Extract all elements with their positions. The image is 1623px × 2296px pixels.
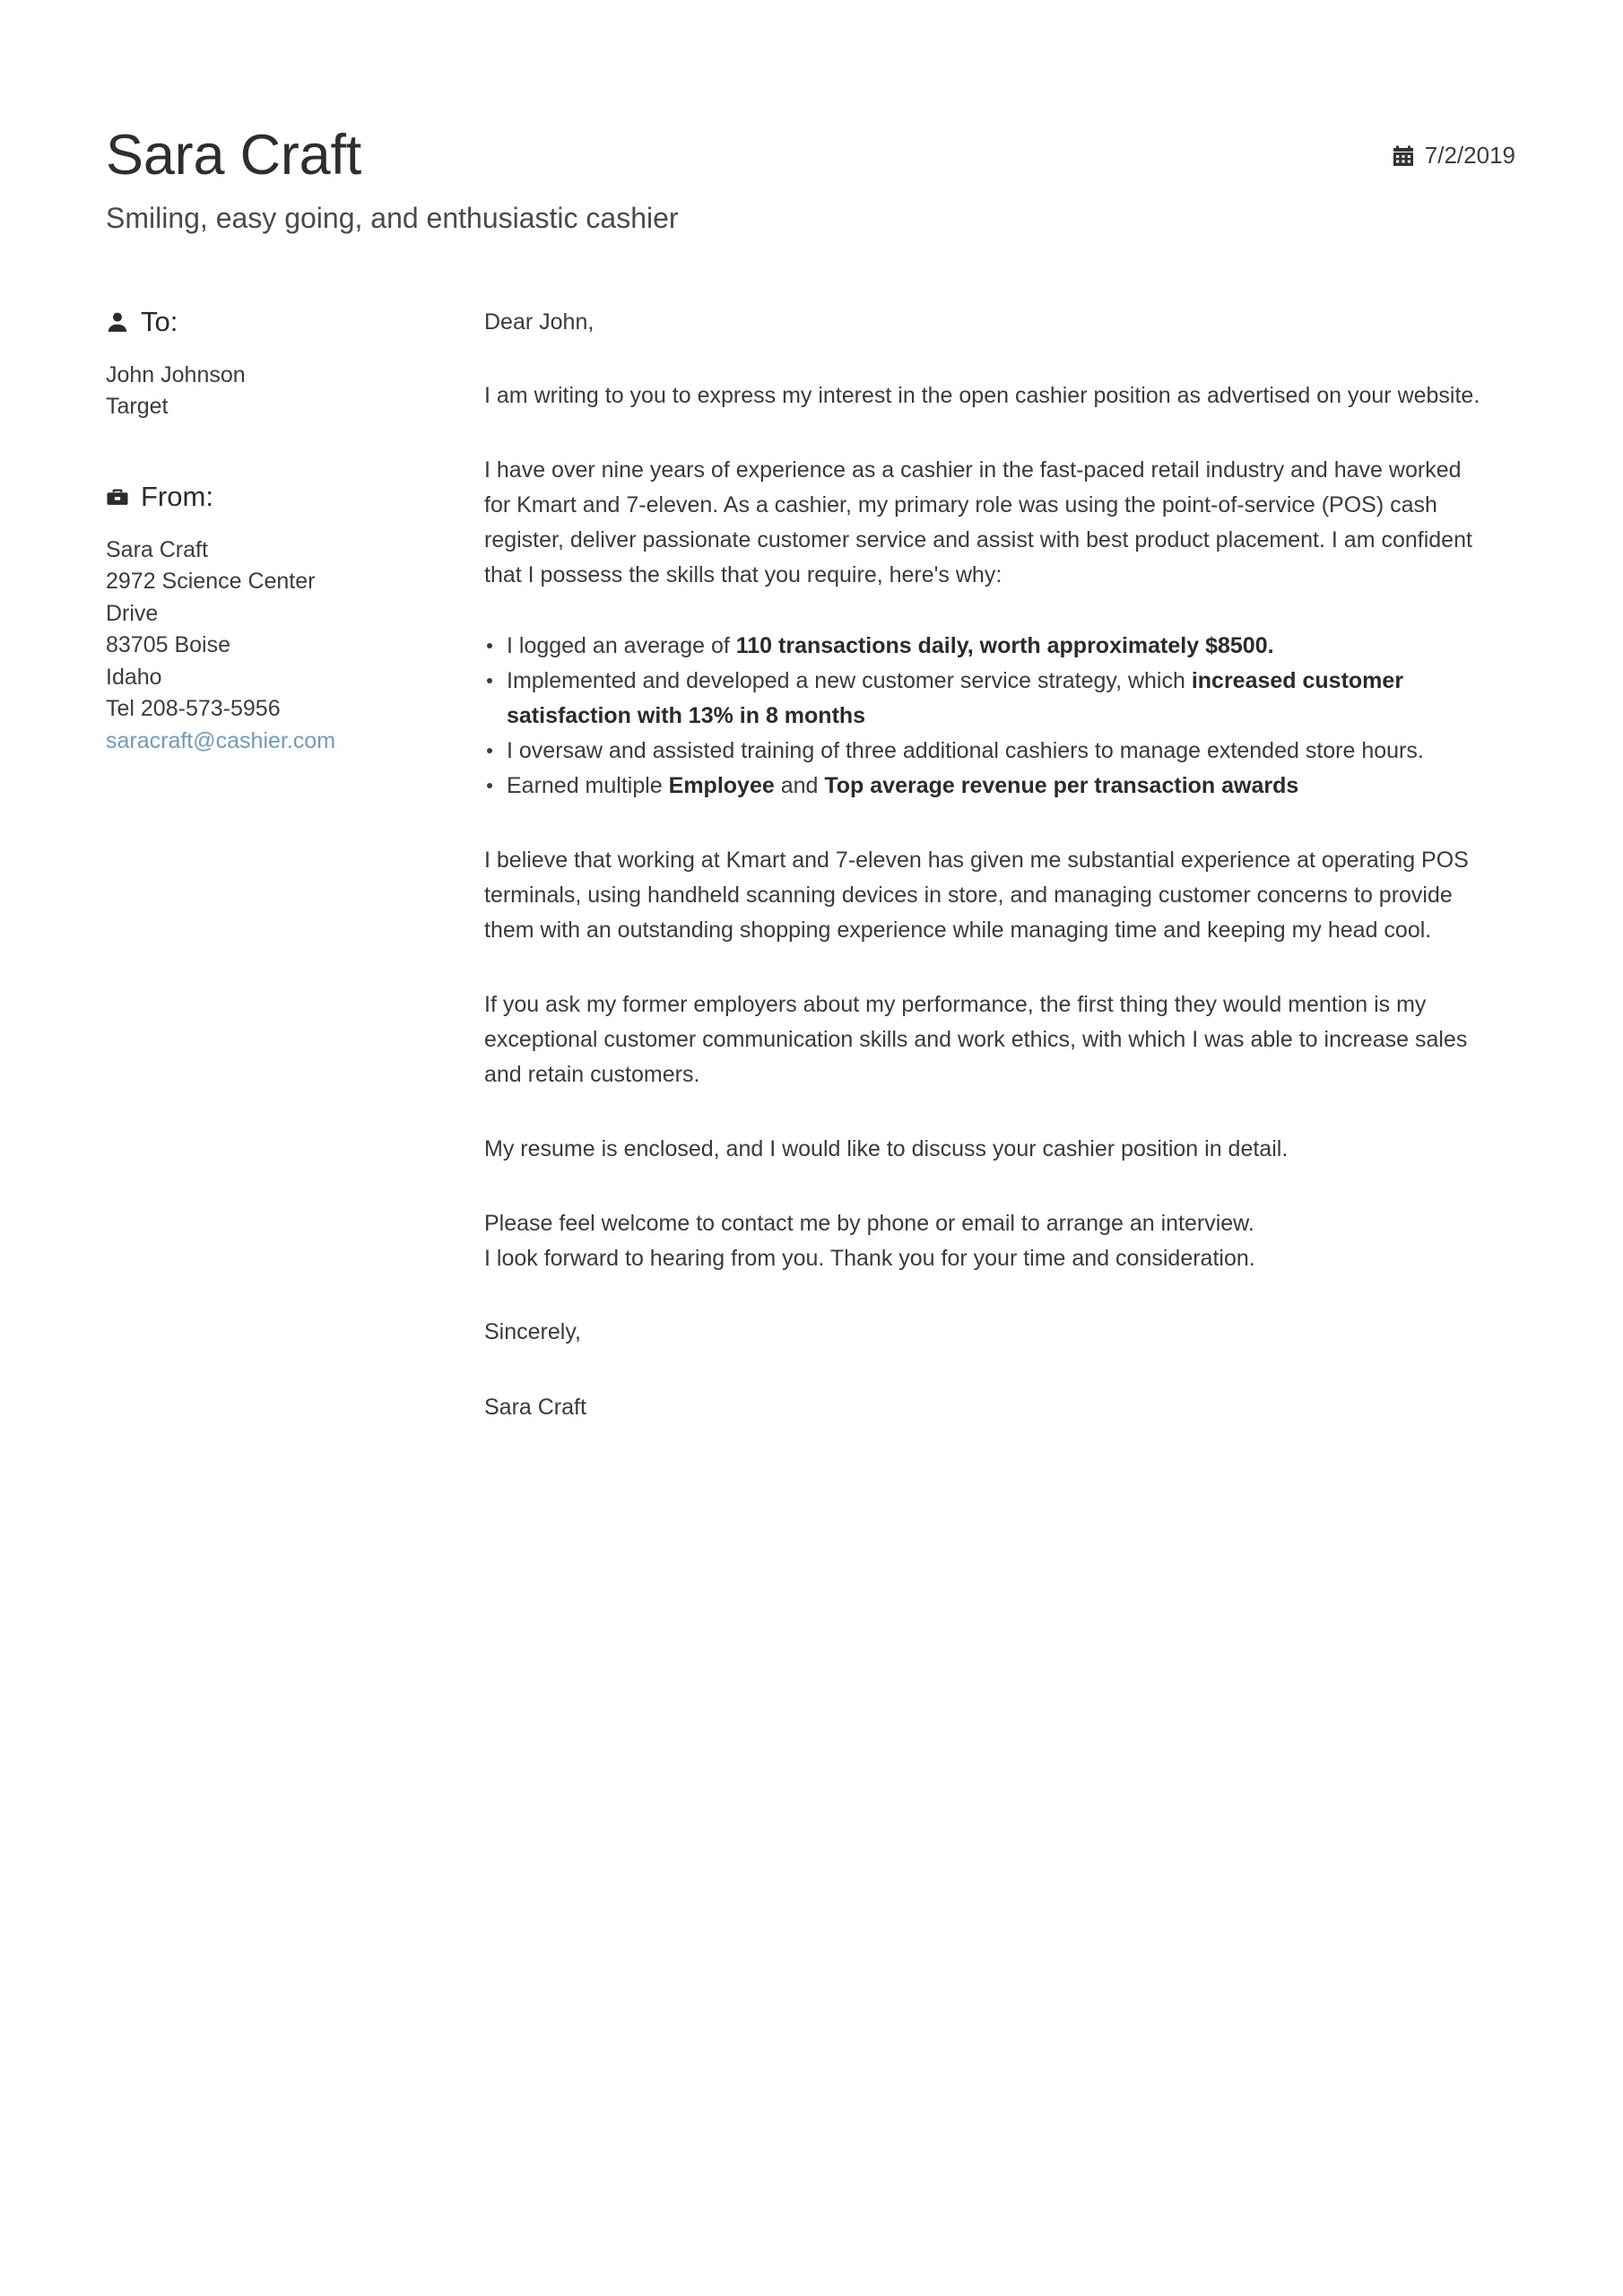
bullet-text-bold: increased customer satisfaction with 13% in 8 months [507, 668, 1404, 729]
signoff: Sincerely, [484, 1319, 581, 1345]
closing-block [484, 1206, 1488, 1276]
letter-date [1393, 126, 1515, 170]
sender-heading [106, 481, 438, 513]
address-sidebar [106, 300, 438, 815]
achievements-list [484, 629, 1488, 804]
bullet-text-pre: Implemented and developed a new customer service strategy, which [507, 668, 1192, 694]
letter-body-layout [0, 300, 1623, 1425]
bullet-text-mid: and [774, 773, 825, 799]
paragraph-resume: My resume is enclosed, and I would like to discuss your cashier position in detail. [484, 1136, 1289, 1162]
calendar-icon [1393, 145, 1414, 167]
closing-line-1: Please feel welcome to contact me by phone or email to arrange an interview. [484, 1211, 1254, 1237]
recipient-block [106, 306, 438, 423]
paragraph-references: If you ask my former employers about my performance, the first thing they would mention is my exceptional customer communication skills and work ethics, with which I was able to increase sales and retain customers. [484, 992, 1468, 1088]
briefcase-icon [106, 485, 129, 509]
header-row [106, 126, 1515, 236]
recipient-heading [106, 306, 438, 338]
user-icon [106, 310, 129, 334]
sender-address-line-3: 83705 Boise [106, 632, 231, 658]
closing-line-2: I look forward to hearing from you. Thank you for your time and consideration. [484, 1246, 1255, 1272]
sender-label: From: [141, 480, 213, 512]
paragraph-pos-experience: I believe that working at Kmart and 7-eleven has given me substantial experience at operating POS terminals, using handheld scanning devices in store, and managing customer concerns to provide them with an outstanding shopping experience while managing time and keeping my head cool. [484, 848, 1469, 944]
header-tagline: Smiling, easy going, and enthusiastic cashier [106, 202, 679, 235]
sender-address-line-1: 2972 Science Center [106, 569, 316, 595]
recipient-company: Target [106, 394, 169, 420]
bullet-text-bold-2: Top average revenue per transaction awards [824, 773, 1299, 799]
list-item [484, 629, 1488, 664]
sender-phone: Tel 208-573-5956 [106, 696, 281, 722]
sender-name: Sara Craft [106, 536, 208, 562]
bullet-text-bold: Employee [668, 773, 775, 799]
page-title: Sara Craft [106, 124, 362, 187]
list-item [484, 734, 1488, 769]
date-text: 7/2/2019 [1424, 142, 1515, 169]
letter-content [438, 300, 1488, 1425]
recipient-label: To: [141, 305, 178, 337]
header-identity [106, 126, 679, 236]
list-item [484, 664, 1488, 734]
signature-name: Sara Craft [484, 1394, 586, 1420]
sender-block [106, 481, 438, 758]
list-item [484, 769, 1488, 804]
bullet-text-pre: I logged an average of [507, 633, 736, 659]
paragraph-intro: I am writing to you to express my interest in the open cashier position as advertised on your website. [484, 383, 1480, 409]
bullet-text-pre: I oversaw and assisted training of three additional cashiers to manage extended store hours. [507, 738, 1424, 764]
bullet-text-bold: 110 transactions daily, worth approximately $8500. [735, 633, 1274, 659]
recipient-name: John Johnson [106, 361, 246, 387]
letter-header [0, 0, 1623, 236]
sender-email-link[interactable]: saracraft@cashier.com [106, 727, 336, 753]
sender-address-line-4: Idaho [106, 664, 162, 690]
salutation: Dear John, [484, 309, 595, 335]
bullet-text-pre: Earned multiple [507, 773, 669, 799]
sender-address-line-2: Drive [106, 600, 159, 626]
paragraph-experience: I have over nine years of experience as a cashier in the fast-paced retail industry and have worked for Kmart and 7-eleven. As a cashier, my primary role was using the point-of-service (POS) cash register, deliver passionate customer service and assist with best product placement. I am confident that I possess the skills that you require, here's why: [484, 457, 1472, 588]
